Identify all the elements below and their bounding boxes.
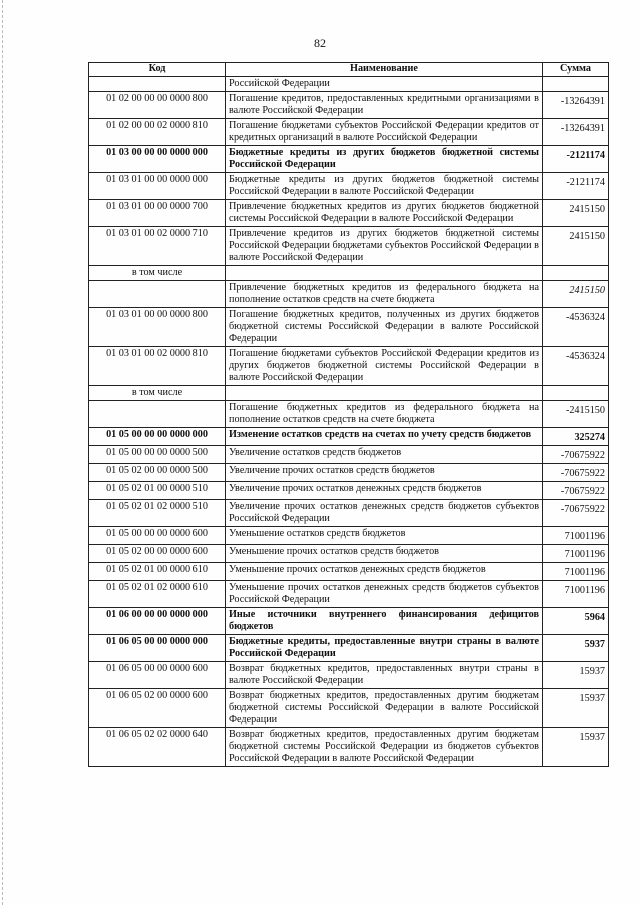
table-row (89, 482, 609, 500)
row-name: Уменьшение прочих остатков денежных средств бюджетов (226, 563, 543, 581)
row-sum: -70675922 (543, 500, 609, 527)
row-sum: -2121174 (543, 146, 609, 173)
row-code: 01 06 05 00 00 0000 600 (89, 662, 226, 689)
row-code: в том числе (89, 386, 226, 401)
table-row (89, 464, 609, 482)
row-name: Увеличение прочих остатков денежных средств бюджетов субъектов Российской Федерации (226, 500, 543, 527)
budget-sources-table (88, 62, 609, 767)
row-name: Погашение бюджетных кредитов из федерального бюджета на пополнение остатков средств на счете бюджета (226, 401, 543, 428)
row-sum: -13264391 (543, 92, 609, 119)
row-code: 01 05 00 00 00 0000 500 (89, 446, 226, 464)
row-sum: -2415150 (543, 401, 609, 428)
row-name: Бюджетные кредиты из других бюджетов бюджетной системы Российской Федерации в валюте Российской Федерации (226, 173, 543, 200)
row-sum: -4536324 (543, 347, 609, 386)
row-code: 01 03 01 00 00 0000 800 (89, 308, 226, 347)
row-code: 01 03 01 00 00 0000 000 (89, 173, 226, 200)
row-code: 01 02 00 00 00 0000 800 (89, 92, 226, 119)
row-code: 01 05 02 01 02 0000 610 (89, 581, 226, 608)
table-row (89, 266, 609, 281)
row-sum: 2415150 (543, 281, 609, 308)
row-sum (543, 386, 609, 401)
row-code: 01 05 02 01 00 0000 610 (89, 563, 226, 581)
row-sum: 2415150 (543, 200, 609, 227)
row-sum: -70675922 (543, 464, 609, 482)
row-name: Возврат бюджетных кредитов, предоставленных другим бюджетам бюджетной системы Российской Федерации в валюте Российской Федерации (226, 689, 543, 728)
table-row (89, 386, 609, 401)
table-row (89, 635, 609, 662)
row-name: Уменьшение прочих остатков денежных средств бюджетов субъектов Российской Федерации (226, 581, 543, 608)
row-sum: -2121174 (543, 173, 609, 200)
table-row (89, 308, 609, 347)
row-sum: 2415150 (543, 227, 609, 266)
row-code (89, 401, 226, 428)
row-name: Изменение остатков средств на счетах по учету средств бюджетов (226, 428, 543, 446)
row-sum: 15937 (543, 728, 609, 767)
table-row (89, 92, 609, 119)
row-sum: 5964 (543, 608, 609, 635)
row-code: 01 02 00 00 02 0000 810 (89, 119, 226, 146)
table-row (89, 563, 609, 581)
row-sum: 325274 (543, 428, 609, 446)
row-sum: 71001196 (543, 563, 609, 581)
row-name: Погашение кредитов, предоставленных кредитными организациями в валюте Российской Федерации (226, 92, 543, 119)
row-name: Увеличение прочих остатков денежных средств бюджетов (226, 482, 543, 500)
row-name: Погашение бюджетных кредитов, полученных из других бюджетов бюджетной системы Российской Федерации в валюте Российской Федерации (226, 308, 543, 347)
row-code: 01 03 00 00 00 0000 000 (89, 146, 226, 173)
table-row (89, 545, 609, 563)
row-code: 01 03 01 00 02 0000 710 (89, 227, 226, 266)
row-sum: 15937 (543, 689, 609, 728)
table-row (89, 500, 609, 527)
row-code (89, 281, 226, 308)
row-code: 01 06 05 02 02 0000 640 (89, 728, 226, 767)
row-sum: 15937 (543, 662, 609, 689)
row-name: Возврат бюджетных кредитов, предоставленных внутри страны в валюте Российской Федерации (226, 662, 543, 689)
row-sum: 71001196 (543, 581, 609, 608)
row-sum: -4536324 (543, 308, 609, 347)
table-body (89, 77, 609, 767)
row-sum: 71001196 (543, 545, 609, 563)
row-sum (543, 266, 609, 281)
row-sum: 71001196 (543, 527, 609, 545)
row-name: Увеличение прочих остатков средств бюджетов (226, 464, 543, 482)
row-name (226, 266, 543, 281)
row-name: Погашение бюджетами субъектов Российской Федерации кредитов из других бюджетов бюджетной системы Российской Федерации в валюте Российской Федерации (226, 347, 543, 386)
table-row (89, 662, 609, 689)
row-name: Привлечение кредитов из других бюджетов бюджетной системы Российской Федерации бюджетами субъектов Российской Федерации в валюте Российской Федерации (226, 227, 543, 266)
row-name: Возврат бюджетных кредитов, предоставленных другим бюджетам бюджетной системы Российской Федерации из бюджетов субъектов Российской Федерации в валюте Российской Федерации (226, 728, 543, 767)
table-row (89, 446, 609, 464)
table-row (89, 146, 609, 173)
row-code: 01 05 00 00 00 0000 000 (89, 428, 226, 446)
table-header-row (89, 63, 609, 77)
row-code: 01 06 05 02 00 0000 600 (89, 689, 226, 728)
row-name: Уменьшение прочих остатков средств бюджетов (226, 545, 543, 563)
page-number: 82 (314, 36, 326, 50)
row-name: Иные источники внутреннего финансирования дефицитов бюджетов (226, 608, 543, 635)
table-row (89, 173, 609, 200)
row-code: 01 05 02 00 00 0000 500 (89, 464, 226, 482)
row-sum: -70675922 (543, 446, 609, 464)
table-row (89, 200, 609, 227)
row-name: Бюджетные кредиты, предоставленные внутри страны в валюте Российской Федерации (226, 635, 543, 662)
table-row (89, 527, 609, 545)
row-name (226, 386, 543, 401)
table-row (89, 581, 609, 608)
row-code: 01 03 01 00 02 0000 810 (89, 347, 226, 386)
row-name: Увеличение остатков средств бюджетов (226, 446, 543, 464)
row-code: 01 03 01 00 00 0000 700 (89, 200, 226, 227)
table-row (89, 401, 609, 428)
row-code: 01 05 02 00 00 0000 600 (89, 545, 226, 563)
row-sum: -70675922 (543, 482, 609, 500)
row-code (89, 77, 226, 92)
header-code: Код (89, 63, 226, 77)
table-row (89, 428, 609, 446)
table-row (89, 77, 609, 92)
row-code: в том числе (89, 266, 226, 281)
row-code: 01 05 00 00 00 0000 600 (89, 527, 226, 545)
row-name: Погашение бюджетами субъектов Российской Федерации кредитов от кредитных организаций в валюте Российской Федерации (226, 119, 543, 146)
row-sum (543, 77, 609, 92)
table-row (89, 728, 609, 767)
table-row (89, 119, 609, 146)
table-row (89, 689, 609, 728)
row-sum: 5937 (543, 635, 609, 662)
header-sum: Сумма (543, 63, 609, 77)
header-name: Наименование (226, 63, 543, 77)
row-code: 01 05 02 01 02 0000 510 (89, 500, 226, 527)
row-code: 01 06 05 00 00 0000 000 (89, 635, 226, 662)
row-name: Привлечение бюджетных кредитов из других бюджетов бюджетной системы Российской Федерации в валюте Российской Федерации (226, 200, 543, 227)
page-edge-line (2, 0, 4, 905)
row-name: Российской Федерации (226, 77, 543, 92)
row-code: 01 05 02 01 00 0000 510 (89, 482, 226, 500)
row-name: Привлечение бюджетных кредитов из федерального бюджета на пополнение остатков средств на счете бюджета (226, 281, 543, 308)
row-name: Уменьшение остатков средств бюджетов (226, 527, 543, 545)
table-row (89, 608, 609, 635)
row-name: Бюджетные кредиты из других бюджетов бюджетной системы Российской Федерации (226, 146, 543, 173)
row-code: 01 06 00 00 00 0000 000 (89, 608, 226, 635)
row-sum: -13264391 (543, 119, 609, 146)
table-row (89, 347, 609, 386)
table-row (89, 281, 609, 308)
table-row (89, 227, 609, 266)
